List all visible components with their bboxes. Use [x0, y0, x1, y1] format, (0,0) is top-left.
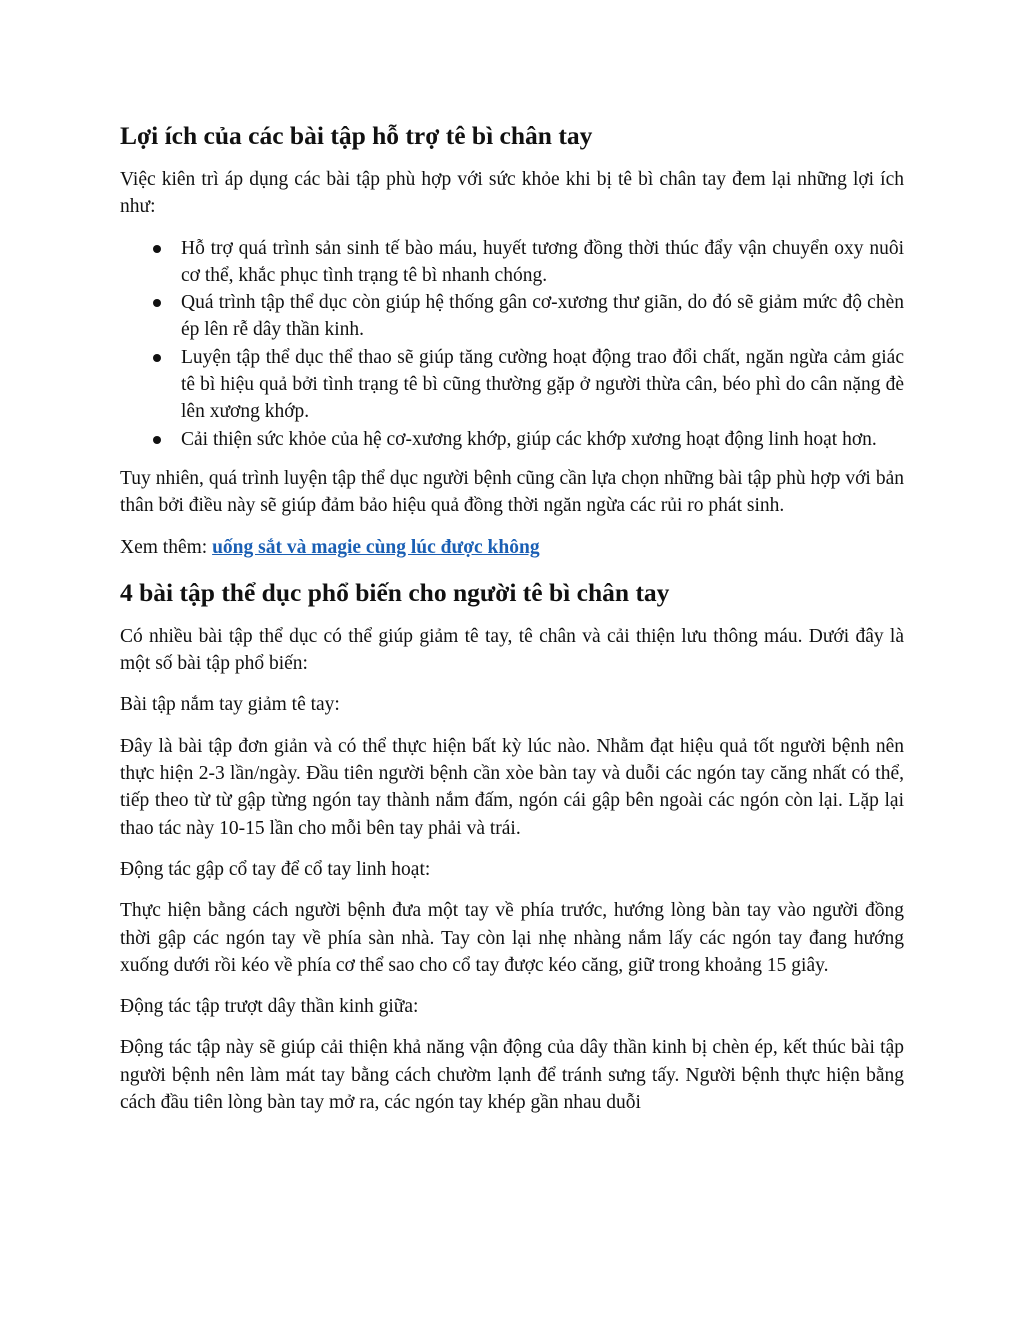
- bullet-icon: [153, 436, 161, 444]
- exercise-3-title: Động tác tập trượt dây thần kinh giữa:: [120, 996, 419, 1018]
- list-item: [120, 344, 904, 426]
- section-heading-exercises: 4 bài tập thể dục phổ biến cho người tê bì chân tay: [120, 577, 670, 607]
- list-item: [120, 289, 904, 344]
- exercise-2-title: Động tác gập cổ tay để cổ tay linh hoạt:: [120, 858, 431, 880]
- list-item-text: Hỗ trợ quá trình sản sinh tế bào máu, huyết tương đồng thời thúc đẩy vận chuyển oxy nuôi cơ thể, khắc phục tình trạng tê bì nhanh chóng.: [181, 237, 904, 286]
- bullet-icon: [153, 245, 161, 253]
- exercise-1-body: Đây là bài tập đơn giản và có thể thực hiện bất kỳ lúc nào. Nhằm đạt hiệu quả tốt người bệnh nên thực hiện 2-3 lần/ngày. Đầu tiên người bệnh cần xòe bàn tay và duỗi các ngón tay căng nhất có thể, tiếp theo từ từ gập từng ngón tay thành nắm đấm, ngón cái gập bên ngoài các ngón còn lại. Lặp lại thao tác này 10-15 lần cho mỗi bên tay phải và trái.: [120, 735, 904, 839]
- list-item-text: Cải thiện sức khỏe của hệ cơ-xương khớp, giúp các khớp xương hoạt động linh hoạt hơn.: [181, 428, 877, 450]
- list-item: [120, 235, 904, 290]
- benefits-conclusion: Tuy nhiên, quá trình luyện tập thể dục người bệnh cũng cần lựa chọn những bài tập phù hợp với bản thân bởi điều này sẽ giúp đảm bảo hiệu quả đồng thời ngăn ngừa các rủi ro phát sinh.: [120, 467, 904, 517]
- see-more-label: Xem thêm:: [120, 536, 208, 558]
- benefits-list: [120, 235, 904, 453]
- exercise-3-body: Động tác tập này sẽ giúp cải thiện khả năng vận động của dây thần kinh bị chèn ép, kết thúc bài tập người bệnh nên làm mát tay bằng cách chườm lạnh để tránh sưng tấy. Người bệnh thực hiện bằng cách đầu tiên lòng bàn tay mở ra, các ngón tay khép gần nhau duỗi: [120, 1037, 904, 1114]
- bullet-icon: [153, 354, 161, 362]
- list-item: [120, 426, 904, 453]
- see-more-line: [120, 534, 904, 561]
- benefits-intro: Việc kiên trì áp dụng các bài tập phù hợp với sức khỏe khi bị tê bì chân tay đem lại những lợi ích như:: [120, 169, 904, 218]
- see-more-link[interactable]: uống sắt và magie cùng lúc được không: [212, 536, 540, 558]
- list-item-text: Luyện tập thể dục thể thao sẽ giúp tăng cường hoạt động trao đổi chất, ngăn ngừa cảm giác tê bì hiệu quả bởi tình trạng tê bì cũng thường gặp ở người thừa cân, béo phì do cân nặng đè lên xương khớp.: [181, 346, 904, 423]
- exercise-2-body: Thực hiện bằng cách người bệnh đưa một tay về phía trước, hướng lòng bàn tay vào người đồng thời gập các ngón tay về phía sàn nhà. Tay còn lại nhẹ nhàng nắm lấy các ngón tay đang hướng xuống dưới rồi kéo về phía cơ thể sao cho cổ tay được kéo căng, giữ trong khoảng 15 giây.: [120, 900, 904, 976]
- list-item-text: Quá trình tập thể dục còn giúp hệ thống gân cơ-xương thư giãn, do đó sẽ giảm mức độ chèn ép lên rễ dây thần kinh.: [181, 292, 904, 341]
- document-content: [120, 118, 904, 1130]
- bullet-icon: [153, 299, 161, 307]
- section-heading-benefits: Lợi ích của các bài tập hỗ trợ tê bì chân tay: [120, 121, 593, 150]
- exercise-1-title: Bài tập nắm tay giảm tê tay:: [120, 694, 340, 716]
- exercises-intro: Có nhiều bài tập thể dục có thể giúp giảm tê tay, tê chân và cải thiện lưu thông máu. Dưới đây là một số bài tập phổ biến:: [120, 625, 904, 675]
